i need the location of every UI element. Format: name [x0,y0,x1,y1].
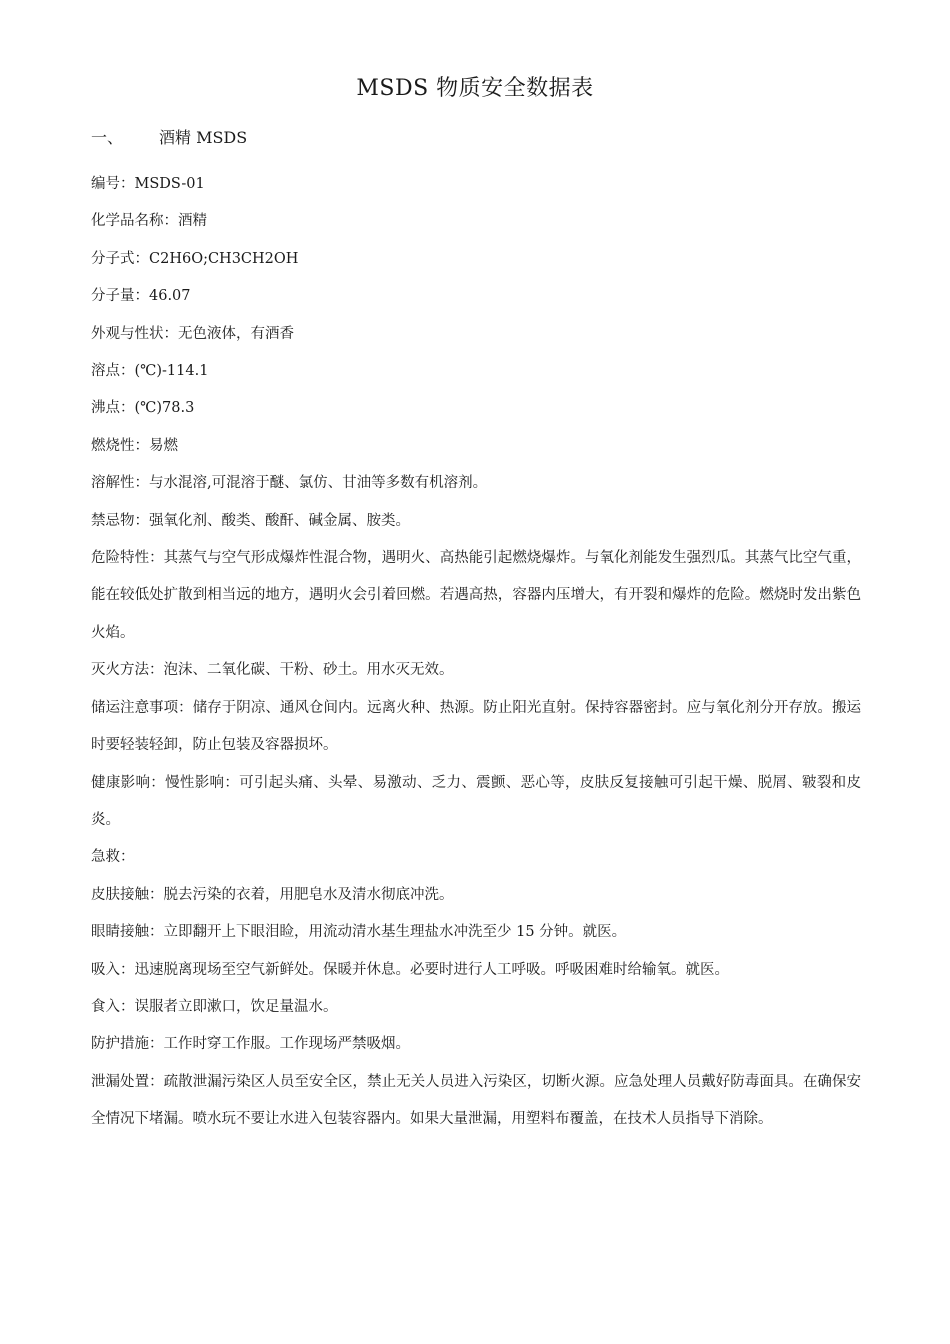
field-id: 编号：MSDS-01 [91,176,205,192]
field-health-effects: 健康影响：慢性影响：可引起头痛、头晕、易激动、乏力、震颤、恶心等，皮肤反复接触可引起干燥、脱屑、皲裂和皮炎。 [91,774,861,828]
document-body [91,166,861,1139]
section-name: 酒精 MSDS [159,128,248,147]
field-extinguishing: 灭火方法：泡沫、二氧化碳、干粉、砂土。用水灭无效。 [91,662,454,679]
field-skin-contact: 皮肤接触：脱去污染的衣着，用肥皂水及清水彻底冲洗。 [91,886,454,903]
field-flammability: 燃烧性：易燃 [91,437,178,454]
field-chemical-name: 化学品名称：酒精 [91,213,207,230]
field-first-aid: 急救： [91,849,135,866]
document-title: MSDS 物质安全数据表 [356,76,594,101]
field-molecular-formula: 分子式：C2H6O;CH3CH2OH [91,250,299,267]
section-number: 一、 [91,128,124,147]
field-boiling-point: 沸点：(℃)78.3 [91,400,195,417]
field-molecular-weight: 分子量：46.07 [91,288,191,305]
field-incompatibles: 禁忌物：强氧化剂、酸类、酸酐、碱金属、胺类。 [91,512,410,529]
field-appearance: 外观与性状：无色液体，有酒香 [91,325,294,342]
field-solubility: 溶解性：与水混溶,可混溶于醚、氯仿、甘油等多数有机溶剂。 [91,475,488,492]
field-hazards: 危险特性：其蒸气与空气形成爆炸性混合物，遇明火、高热能引起燃烧爆炸。与氧化剂能发生强烈瓜。其蒸气比空气重，能在较低处扩散到相当远的地方，遇明火会引着回燃。若遇高热，容器内压增大，有开裂和爆炸的危险。燃烧时发出紫色火焰。 [91,550,861,641]
field-eye-contact: 眼睛接触：立即翻开上下眼泪睑，用流动清水基生理盐水冲洗至少 15 分钟。就医。 [91,924,627,941]
field-spill-response: 泄漏处置：疏散泄漏污染区人员至安全区，禁止无关人员进入污染区，切断火源。应急处理人员戴好防毒面具。在确保安全情况下堵漏。喷水玩不要让水进入包装容器内。如果大量泄漏，用塑料布覆盖，在技术人员指导下消除。 [91,1073,861,1128]
field-protection: 防护措施：工作时穿工作服。工作现场严禁吸烟。 [91,1036,410,1053]
field-inhalation: 吸入：迅速脱离现场至空气新鲜处。保暖并休息。必要时进行人工呼吸。呼吸困难时给输氧。就医。 [91,961,729,978]
field-ingestion: 食入：误服者立即漱口，饮足量温水。 [91,998,338,1015]
field-storage: 储运注意事项：储存于阴凉、通风仓间内。远离火种、热源。防止阳光直射。保持容器密封。应与氧化剂分开存放。搬运时要轻装轻卸，防止包装及容器损坏。 [91,699,861,754]
field-melting-point: 溶点：(℃)-114.1 [91,363,209,380]
section-heading [91,126,247,150]
